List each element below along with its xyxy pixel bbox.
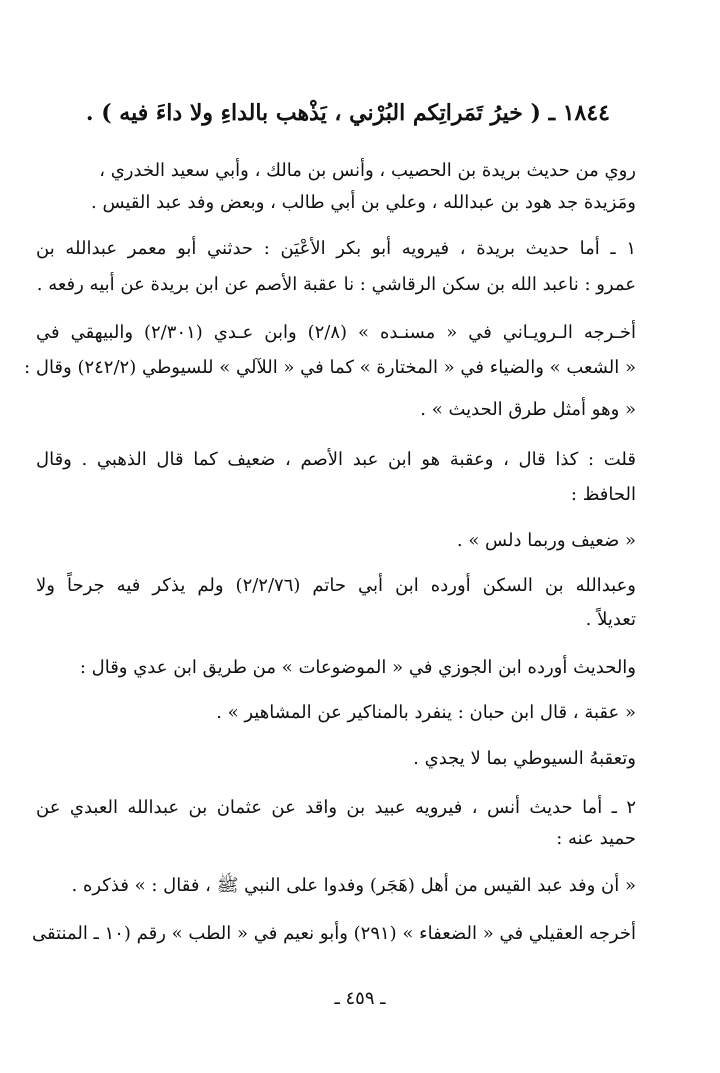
para2-line1: ١ ـ أما حديث بريدة ، فيرويه أبو بكر الأعْيَن : حدثني أبو معمر عبدالله بن — [36, 238, 636, 259]
para8-line2: حميد عنه : — [556, 828, 636, 849]
para3-line1: أخـرجه الـرويـاني في « مسنـده » (٢/٨) وابن عـدي (٢/٣٠١) والبيهقي في — [36, 322, 636, 343]
quote-4: « أن وفد عبد القيس من أهل (هَجَر) وفدوا على النبي ﷺ ، فقال : » فذكره . — [71, 875, 636, 896]
para1-line1: روي من حديث بريدة بن الحصيب ، وأنس بن مالك ، وأبي سعيد الخدري ، — [99, 160, 636, 181]
para1-line2: ومَزيدة جد هود بن عبدالله ، وعلي بن أبي طالب ، وبعض وفد عبد القيس . — [91, 192, 636, 213]
hadith-heading: ١٨٤٤ ـ ( خيرُ تَمَراتِكم البُرْني ، يَذْهب بالداءِ ولا داءَ فيه ) . — [85, 100, 610, 126]
quote-1: « وهو أمثل طرق الحديث » . — [420, 399, 636, 420]
para4-line1: قلت : كذا قال ، وعقبة هو ابن عبد الأصم ، ضعيف كما قال الذهبي . وقال — [36, 449, 636, 470]
para8-line1: ٢ ـ أما حديث أنس ، فيرويه عبيد بن واقد عن عثمان بن عبدالله العبدي عن — [36, 797, 636, 818]
para4-line2: الحافظ : — [570, 484, 636, 505]
para5-line1: وعبدالله بن السكن أورده ابن أبي حاتم (٢/٢/٧٦) ولم يذكر فيه جرحاً ولا — [36, 575, 637, 596]
quote-3: « عقبة ، قال ابن حبان : ينفرد بالمناكير عن المشاهير » . — [216, 702, 636, 723]
para3-line2: « الشعب » والضياء في « المختارة » كما في « اللآلي » للسيوطي (٢٤٢/٢) وقال : — [24, 357, 636, 378]
para5-line2: تعديلاً . — [585, 609, 636, 630]
quote-2: « ضعيف وربما دلس » . — [456, 530, 636, 551]
para6: والحديث أورده ابن الجوزي في « الموضوعات » من طريق ابن عدي وقال : — [79, 657, 636, 678]
para2-line2: عمرو : ناعبد الله بن سكن الرقاشي : نا عقبة الأصم عن ابن بريدة عن أبيه رفعه . — [36, 274, 636, 295]
para7: وتعقبهُ السيوطي بما لا يجدي . — [413, 748, 636, 769]
para9: أخرجه العقيلي في « الضعفاء » (٢٩١) وأبو نعيم في « الطب » رقم (١٠ ـ المنتقى — [31, 923, 636, 944]
page-number: ـ ٤٥٩ ـ — [334, 988, 386, 1009]
